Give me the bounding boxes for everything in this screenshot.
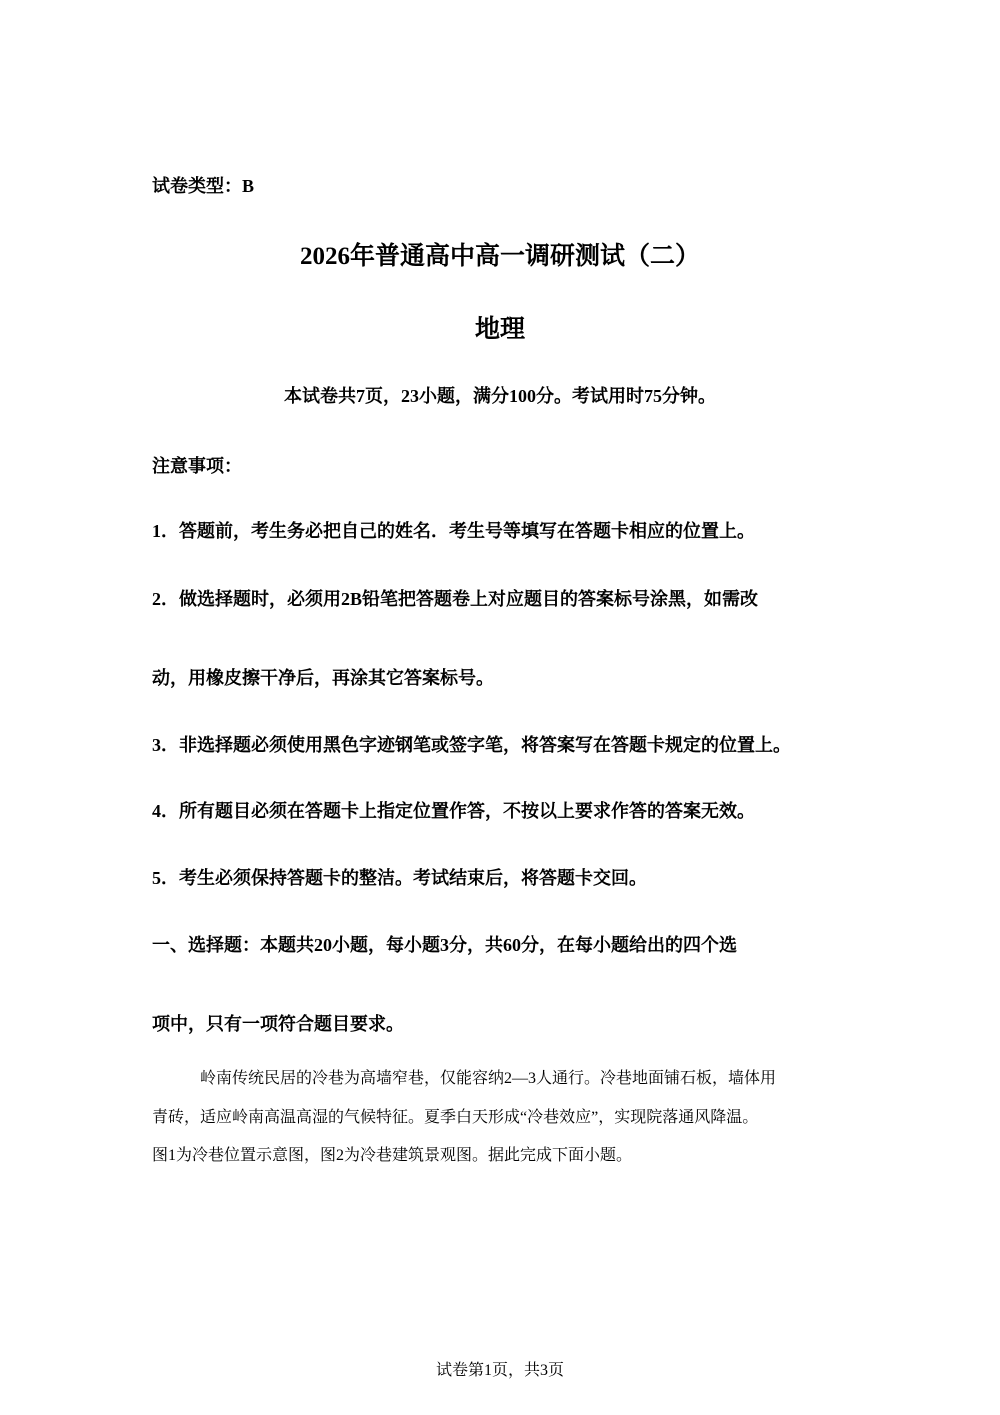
note-item-2-line-1: 2．做选择题时，必须用2B铅笔把答题卷上对应题目的答案标号涂黑，如需改 xyxy=(152,589,759,609)
exam-title: 2026年普通高中高一调研测试（二） xyxy=(299,243,700,270)
page-footer: 试卷第1页，共3页 xyxy=(435,1362,564,1379)
passage-line-2: 青砖，适应岭南高温高湿的气候特征。夏季白天形成“冷巷效应”，实现院落通风降温。 xyxy=(152,1109,759,1126)
section-heading-line-2: 项中，只有一项符合题目要求。 xyxy=(152,1014,404,1034)
note-item-2-line-2: 动，用橡皮擦干净后，再涂其它答案标号。 xyxy=(152,668,494,688)
note-item-4: 4．所有题目必须在答题卡上指定位置作答，不按以上要求作答的答案无效。 xyxy=(152,801,755,821)
passage-line-3: 图1为冷巷位置示意图，图2为冷巷建筑景观图。据此完成下面小题。 xyxy=(152,1147,633,1164)
note-item-3: 3．非选择题必须使用黑色字迹钢笔或签字笔，将答案写在答题卡规定的位置上。 xyxy=(152,735,791,755)
note-item-5: 5．考生必须保持答题卡的整洁。考试结束后，将答题卡交回。 xyxy=(152,868,647,888)
notes-heading: 注意事项： xyxy=(152,456,242,476)
exam-info: 本试卷共7页，23小题，满分100分。考试用时75分钟。 xyxy=(284,386,716,406)
section-heading-line-1: 一、选择题：本题共20小题，每小题3分，共60分，在每小题给出的四个选 xyxy=(152,935,737,955)
passage-line-1: 岭南传统民居的冷巷为高墙窄巷，仅能容纳2—3人通行。冷巷地面铺石板，墙体用 xyxy=(200,1070,777,1087)
note-item-1: 1．答题前，考生务必把自己的姓名．考生号等填写在答题卡相应的位置上。 xyxy=(152,521,755,541)
subject-title: 地理 xyxy=(474,316,525,343)
paper-type-label: 试卷类型：B xyxy=(152,176,255,196)
